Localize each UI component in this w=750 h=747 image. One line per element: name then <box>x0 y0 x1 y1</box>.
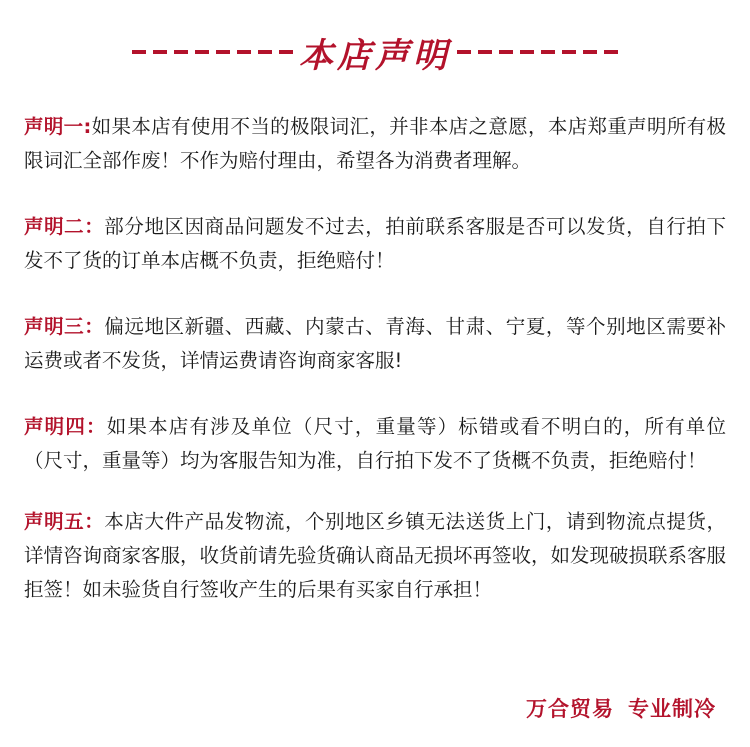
title-dashes-right <box>453 50 622 54</box>
dash-icon <box>520 50 534 54</box>
dash-icon <box>478 50 492 54</box>
statement-item <box>24 310 726 378</box>
title-dashes-left <box>128 50 297 54</box>
dash-icon <box>237 50 251 54</box>
statement-text: 本店大件产品发物流，个别地区乡镇无法送货上门，请到物流点提货，详情咨询商家客服，收货前请先验货确认商品无损坏再签收，如发现破损联系客服拒签！如未验货自行签收产生的后果有买家自行承担！ <box>24 509 727 601</box>
statement-text: 部分地区因商品问题发不过去，拍前联系客服是否可以发货，自行拍下发不了货的订单本店概不负责，拒绝赔付！ <box>24 214 726 272</box>
dash-icon <box>258 50 272 54</box>
statement-label: 声明三： <box>24 315 105 338</box>
dash-icon <box>604 50 618 54</box>
statement-label: 声明四： <box>24 415 107 439</box>
brand-name: 万合贸易 <box>526 697 614 721</box>
dash-icon <box>174 50 188 54</box>
dash-icon <box>216 50 230 54</box>
statement-text: 偏远地区新疆、西藏、内蒙古、青海、甘肃、宁夏，等个别地区需要补运费或者不发货，详情运费请咨询商家客服! <box>24 315 726 373</box>
statement-text: 如果本店有涉及单位（尺寸，重量等）标错或看不明白的，所有单位（尺寸，重量等）均为客服告知为准，自行拍下发不了货概不负责，拒绝赔付！ <box>24 415 726 473</box>
page-title: 本店声明 <box>299 35 451 76</box>
statement-item <box>24 410 726 478</box>
statement-item <box>24 210 726 278</box>
brand-tagline: 专业制冷 <box>628 697 716 721</box>
statement-item <box>24 110 726 178</box>
dash-icon <box>279 50 293 54</box>
dash-icon <box>457 50 471 54</box>
footer-brand <box>526 693 716 723</box>
dash-icon <box>195 50 209 54</box>
statement-label: 声明一: <box>24 114 92 138</box>
statement-text: 如果本店有使用不当的极限词汇，并非本店之意愿，本店郑重声明所有极限词汇全部作废！不作为赔付理由，希望各为消费者理解。 <box>24 114 726 172</box>
dash-icon <box>499 50 513 54</box>
statement-label: 声明五： <box>24 509 105 533</box>
dash-icon <box>583 50 597 54</box>
dash-icon <box>562 50 576 54</box>
statement-label: 声明二： <box>24 214 105 238</box>
statement-item <box>24 505 726 607</box>
statement-list <box>22 110 728 607</box>
dash-icon <box>541 50 555 54</box>
page-title-row <box>22 0 728 90</box>
dash-icon <box>132 50 146 54</box>
dash-icon <box>153 50 167 54</box>
